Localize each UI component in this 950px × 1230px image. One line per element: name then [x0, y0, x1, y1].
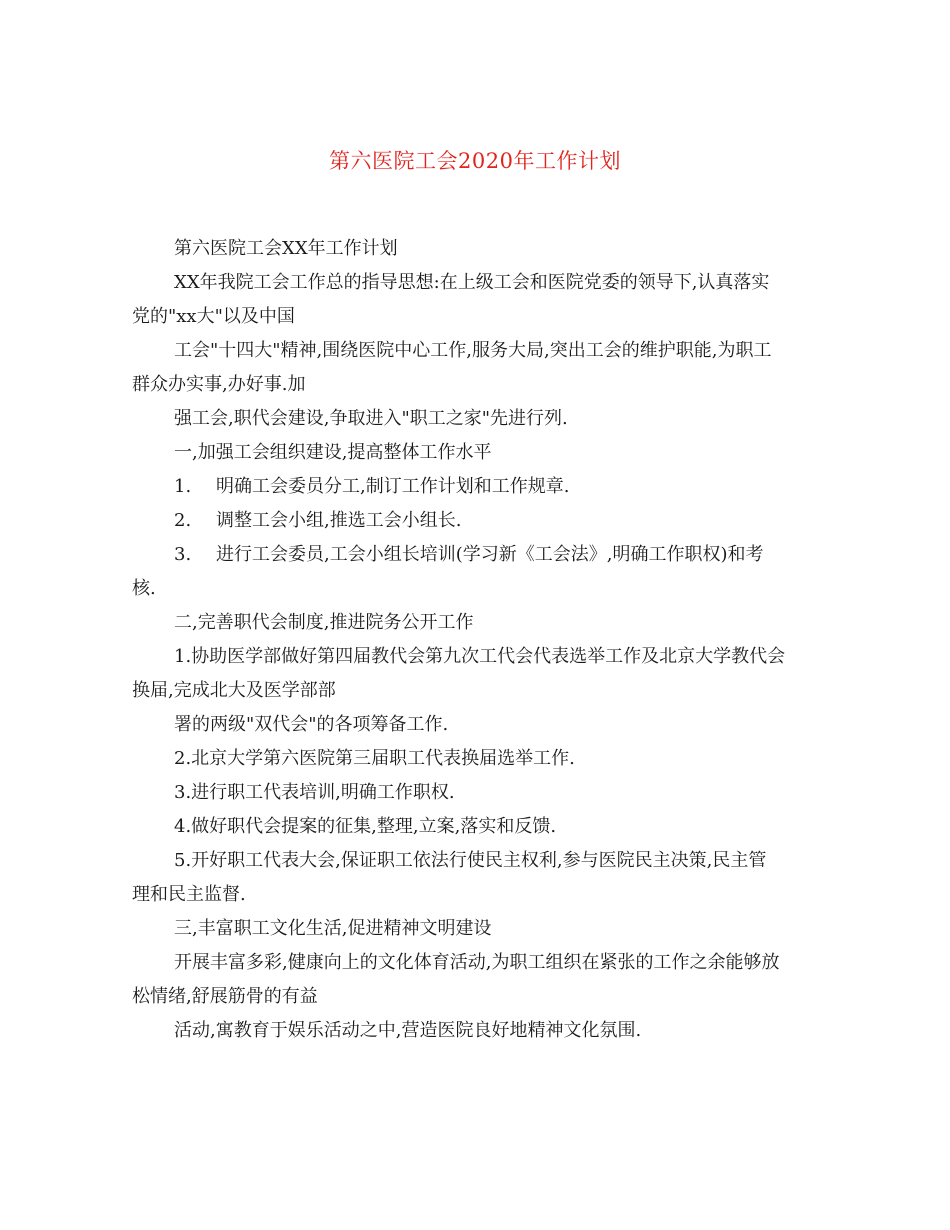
paragraph-line: 4.做好职代会提案的征集,整理,立案,落实和反馈.	[174, 816, 557, 837]
paragraph-line: 2.北京大学第六医院第三届职工代表换届选举工作.	[174, 748, 575, 769]
list-item	[132, 470, 818, 504]
paragraph-line: XX年我院工会工作总的指导思想:在上级工会和医院党委的领导下,认真落实	[174, 272, 770, 293]
document-body	[132, 232, 818, 1048]
paragraph-line: 活动,寓教育于娱乐活动之中,营造医院良好地精神文化氛围.	[174, 1020, 642, 1041]
paragraph-line: 工会"十四大"精神,围绕医院中心工作,服务大局,突出工会的维护职能,为职工	[174, 340, 772, 361]
list-number: 3.	[174, 544, 192, 565]
section-heading: 二,完善职代会制度,推进院务公开工作	[174, 612, 474, 633]
paragraph-line: 5.开好职工代表大会,保证职工依法行使民主权利,参与医院民主决策,民主管	[174, 850, 767, 871]
list-number: 2.	[174, 510, 192, 531]
paragraph-line: 松情绪,舒展筋骨的有益	[132, 986, 318, 1007]
paragraph-line: 强工会,职代会建设,争取进入"职工之家"先进行列.	[174, 408, 568, 429]
section-heading: 一,加强工会组织建设,提高整体工作水平	[174, 442, 492, 463]
paragraph-line: 1.协助医学部做好第四届教代会第九次工代会代表选举工作及北京大学教代会	[174, 646, 786, 667]
section-heading: 三,丰富职工文化生活,促进精神文明建设	[174, 918, 492, 939]
paragraph-line: 换届,完成北大及医学部部	[132, 680, 336, 701]
paragraph-line: 党的"xx大"以及中国	[132, 306, 295, 327]
list-item-text: 调整工会小组,推选工会小组长.	[216, 510, 462, 531]
document-title: 第六医院工会2020年工作计划	[329, 149, 621, 173]
paragraph-line: 理和民主监督.	[132, 884, 246, 905]
paragraph-line: 开展丰富多彩,健康向上的文化体育活动,为职工组织在紧张的工作之余能够放	[174, 952, 780, 973]
paragraph-line: 群众办实事,办好事.加	[132, 374, 306, 395]
list-item	[132, 538, 818, 572]
list-item	[132, 504, 818, 538]
paragraph-line: 署的两级"双代会"的各项筹备工作.	[174, 714, 449, 735]
paragraph-line: 3.进行职工代表培训,明确工作职权.	[174, 782, 455, 803]
paragraph-line: 核.	[132, 578, 156, 599]
list-item-text: 进行工会委员,工会小组长培训(学习新《工会法》,明确工作职权)和考	[216, 544, 764, 565]
list-number: 1.	[174, 476, 192, 497]
subtitle-line: 第六医院工会XX年工作计划	[174, 238, 398, 259]
list-item-text: 明确工会委员分工,制订工作计划和工作规章.	[216, 476, 570, 497]
